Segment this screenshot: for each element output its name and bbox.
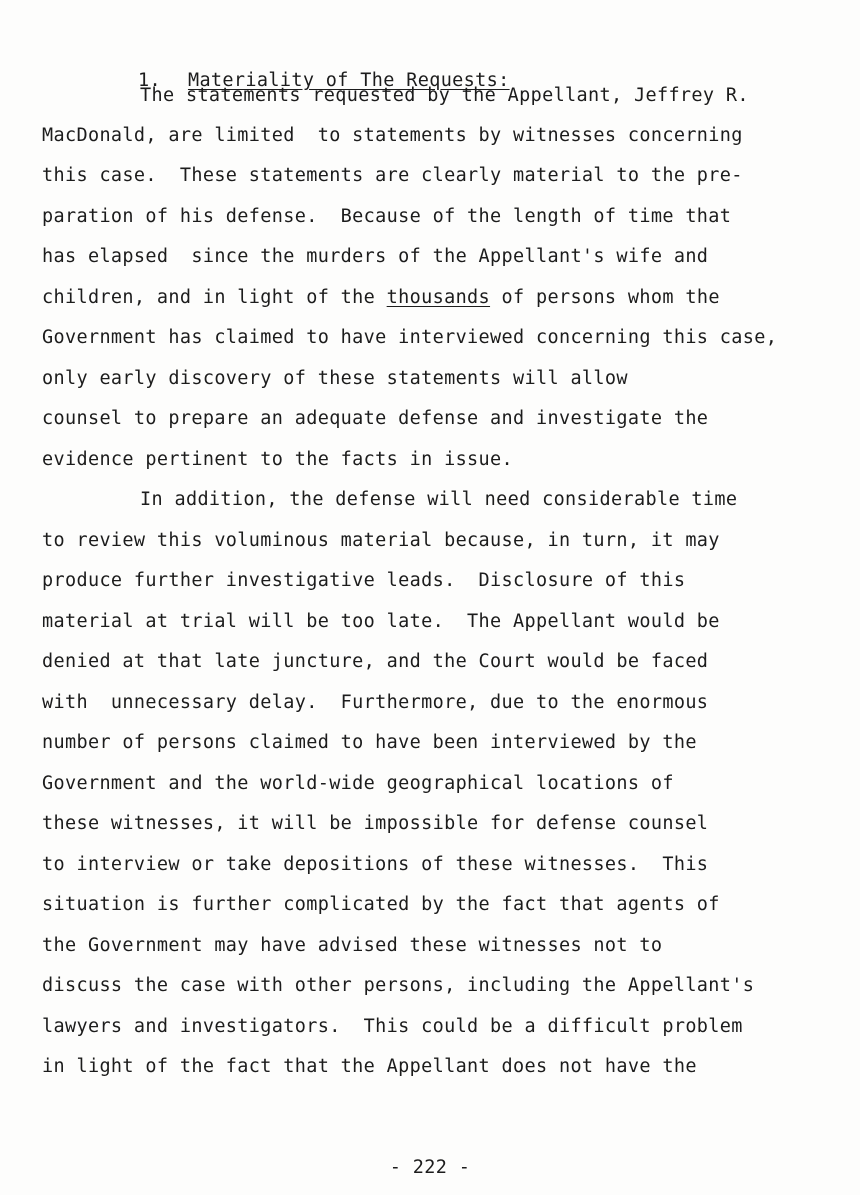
paragraph-line: MacDonald, are limited to statements by witnesses concerning (42, 125, 743, 146)
paragraph-line: to interview or take depositions of these witnesses. This (42, 854, 709, 875)
paragraph-line: In addition, the defense will need considerable time (140, 489, 738, 510)
paragraph-line: Government has claimed to have interviewed concerning this case, (42, 327, 778, 348)
page-number: - 222 - (389, 1157, 471, 1178)
line-text: of persons whom the (490, 287, 720, 308)
section-title: Materiality of The Requests: (187, 70, 510, 91)
paragraph-line: has elapsed since the murders of the Appellant's wife and (42, 246, 709, 267)
paragraph-line: discuss the case with other persons, including the Appellant's (42, 975, 755, 996)
paragraph-line: to review this voluminous material because, in turn, it may (42, 530, 720, 551)
paragraph-line: material at trial will be too late. The Appellant would be (42, 611, 720, 632)
line-text: children, and in light of the (42, 287, 387, 308)
paragraph-line: counsel to prepare an adequate defense and investigate the (42, 408, 709, 429)
paragraph-line: number of persons claimed to have been interviewed by the (42, 732, 697, 753)
paragraph-line: this case. These statements are clearly material to the pre- (42, 165, 743, 186)
paragraph-line: lawyers and investigators. This could be a difficult problem (42, 1016, 743, 1037)
paragraph-line: paration of his defense. Because of the length of time that (42, 206, 732, 227)
paragraph-line: with unnecessary delay. Furthermore, due to the enormous (42, 692, 709, 713)
paragraph-line (42, 286, 720, 310)
paragraph-line: these witnesses, it will be impossible for defense counsel (42, 813, 709, 834)
underlined-word: thousands (386, 287, 491, 308)
paragraph-line: only early discovery of these statements will allow (42, 368, 628, 389)
paragraph-line: evidence pertinent to the facts in issue. (42, 449, 514, 470)
paragraph-line: produce further investigative leads. Disclosure of this (42, 570, 686, 591)
paragraph-line: The statements requested by the Appellant, Jeffrey R. (140, 85, 749, 106)
paragraph-line: the Government may have advised these witnesses not to (42, 935, 663, 956)
paragraph-line: situation is further complicated by the fact that agents of (42, 894, 720, 915)
paragraph-line: denied at that late juncture, and the Court would be faced (42, 651, 709, 672)
paragraph-line: Government and the world-wide geographical locations of (42, 773, 674, 794)
section-number: 1. (137, 70, 161, 91)
paragraph-line: in light of the fact that the Appellant does not have the (42, 1056, 697, 1077)
